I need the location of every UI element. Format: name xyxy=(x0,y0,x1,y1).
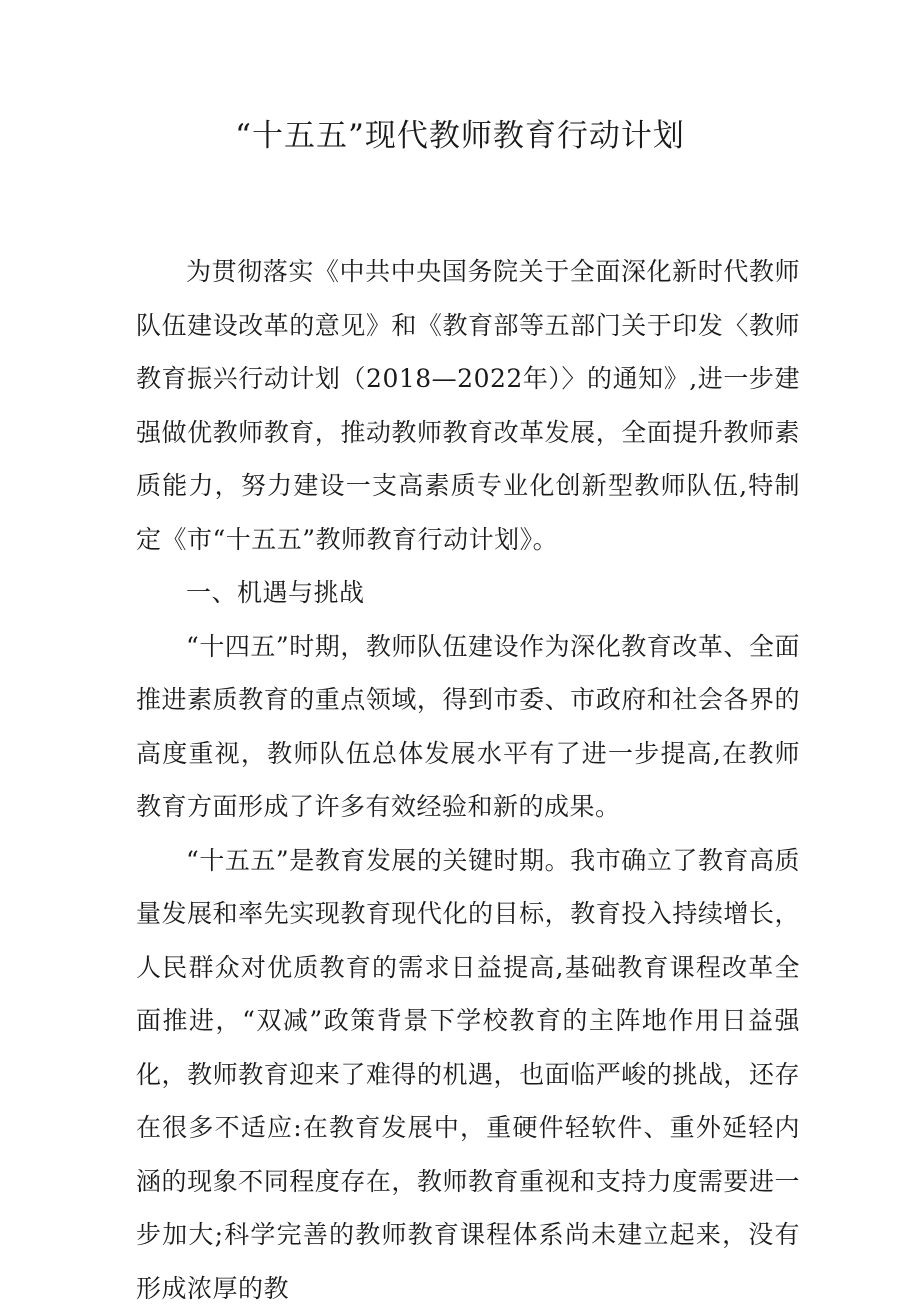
section-heading-opportunities-challenges: 一、机遇与挑战 xyxy=(136,566,800,620)
document-body xyxy=(136,245,800,1315)
paragraph-intro: 为贯彻落实《中共中央国务院关于全面深化新时代教师队伍建设改革的意见》和《教育部等五部门关于印发〈教师教育振兴行动计划（2018—2022年）〉的通知》,进一步建强做优教师教育，推动教师教育改革发展，全面提升教师素质能力，努力建设一支高素质专业化创新型教师队伍,特制定《市“十五五”教师教育行动计划》。 xyxy=(136,245,800,566)
document-title: “十五五”现代教师教育行动计划 xyxy=(0,108,920,164)
paragraph-fourteenth-plan-review: “十四五”时期，教师队伍建设作为深化教育改革、全面推进素质教育的重点领域，得到市委、市政府和社会各界的高度重视，教师队伍总体发展水平有了进一步提高,在教师教育方面形成了许多有效经验和新的成果。 xyxy=(136,620,800,834)
paragraph-fifteenth-plan-context: “十五五”是教育发展的关键时期。我市确立了教育高质量发展和率先实现教育现代化的目标，教育投入持续增长，人民群众对优质教育的需求日益提高,基础教育课程改革全面推进，“双减”政策背景下学校教育的主阵地作用日益强化，教师教育迎来了难得的机遇，也面临严峻的挑战，还存在很多不适应:在教育发展中，重硬件轻软件、重外延轻内涵的现象不同程度存在，教师教育重视和支持力度需要进一步加大;科学完善的教师教育课程体系尚未建立起来，没有形成浓厚的教 xyxy=(136,834,800,1315)
